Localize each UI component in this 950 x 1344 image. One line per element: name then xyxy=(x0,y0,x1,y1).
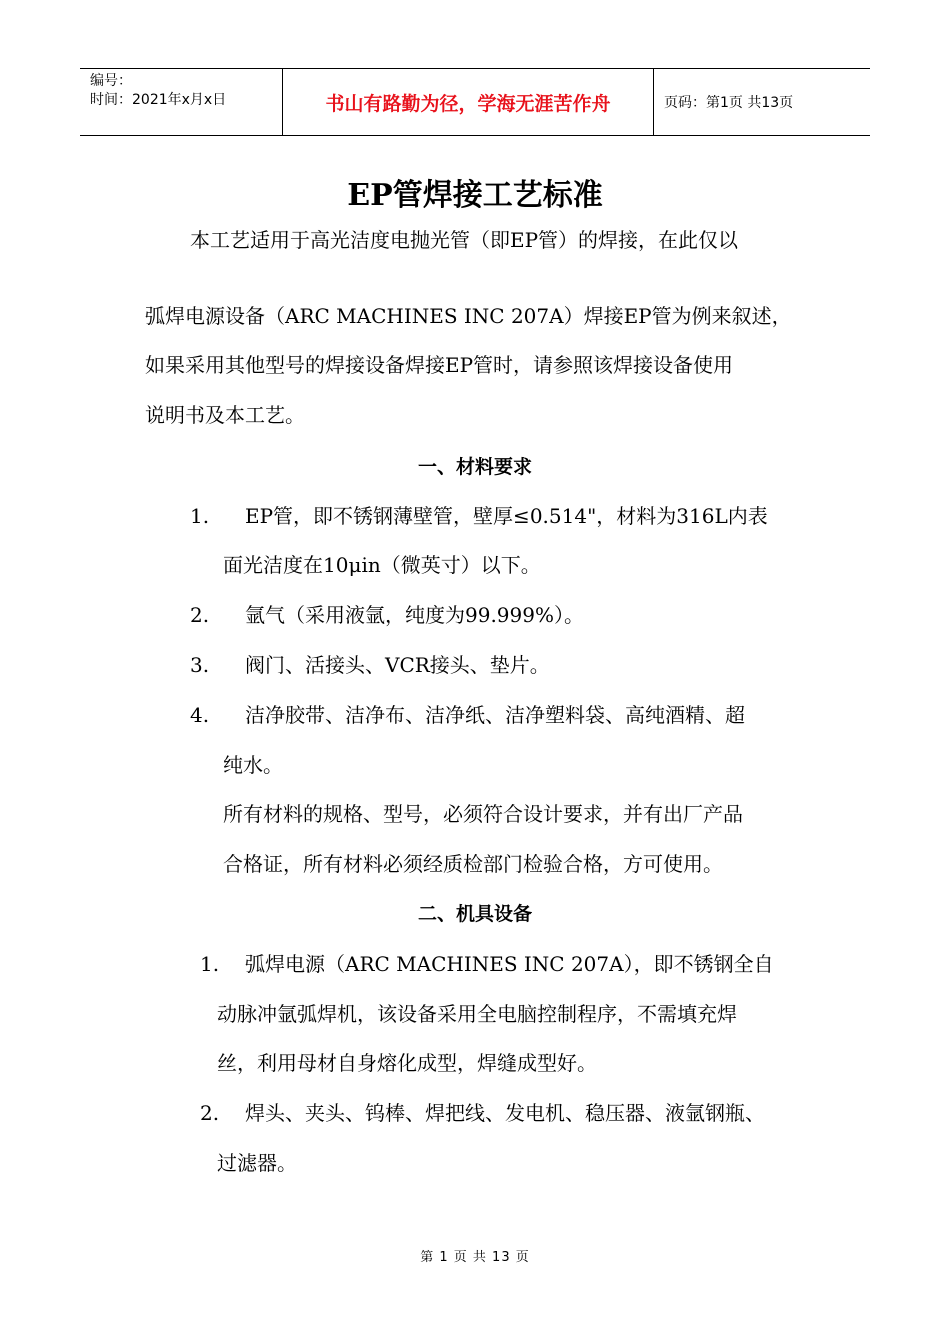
intro-line: 如果采用其他型号的焊接设备焊接EP管时，请参照该焊接设备使用 xyxy=(145,353,734,377)
list-item-line: 纯水。 xyxy=(223,753,283,777)
intro-line: 本工艺适用于高光洁度电抛光管（即EP管）的焊接，在此仅以 xyxy=(190,228,739,252)
list-item-line: 洁净胶带、洁净布、洁净纸、洁净塑料袋、高纯酒精、超 xyxy=(245,703,745,727)
list-item-line: 丝，利用母材自身熔化成型，焊缝成型好。 xyxy=(217,1051,597,1075)
document-title: EP管焊接工艺标准 xyxy=(347,178,603,213)
number-label: 编号： xyxy=(90,73,132,89)
list-number: 3. xyxy=(190,653,210,677)
list-item-line: 焊头、夹头、钨棒、焊把线、发电机、稳压器、液氩钢瓶、 xyxy=(245,1101,765,1125)
list-item-line: 面光洁度在10μin（微英寸）以下。 xyxy=(223,553,541,577)
header-table xyxy=(80,68,870,136)
note-line: 所有材料的规格、型号，必须符合设计要求，并有出厂产品 xyxy=(223,802,743,826)
date-label: 时间：2021年x月x日 xyxy=(90,92,227,108)
list-item-line: 氩气（采用液氩，纯度为99.999%）。 xyxy=(245,603,584,627)
list-item-line: 动脉冲氩弧焊机，该设备采用全电脑控制程序，不需填充焊 xyxy=(217,1002,737,1026)
list-number: 2. xyxy=(200,1101,220,1125)
list-item-line: 弧焊电源（ARC MACHINES INC 207A），即不锈钢全自 xyxy=(245,952,774,976)
list-item-line: 过滤器。 xyxy=(217,1151,297,1175)
intro-line: 说明书及本工艺。 xyxy=(145,403,305,427)
header-meta xyxy=(80,69,282,135)
list-number: 1. xyxy=(190,504,210,528)
section-heading-equipment: 二、机具设备 xyxy=(417,903,532,925)
list-item-line: 阀门、活接头、VCR接头、垫片。 xyxy=(245,653,550,677)
intro-line: 弧焊电源设备（ARC MACHINES INC 207A）焊接EP管为例来叙述， xyxy=(145,304,792,328)
note-line: 合格证，所有材料必须经质检部门检验合格，方可使用。 xyxy=(223,852,723,876)
page-footer: 第 1 页 共 13 页 xyxy=(420,1250,530,1265)
list-number: 1. xyxy=(200,952,220,976)
header-motto: 书山有路勤为径，学海无涯苦作舟 xyxy=(282,69,654,135)
header-page-info: 页码：第1页 共13页 xyxy=(664,95,794,111)
list-number: 2. xyxy=(190,603,210,627)
list-number: 4. xyxy=(190,703,210,727)
list-item-line: EP管，即不锈钢薄壁管，壁厚≤0.514"，材料为316L内表 xyxy=(245,504,768,528)
section-heading-materials: 一、材料要求 xyxy=(417,456,532,478)
